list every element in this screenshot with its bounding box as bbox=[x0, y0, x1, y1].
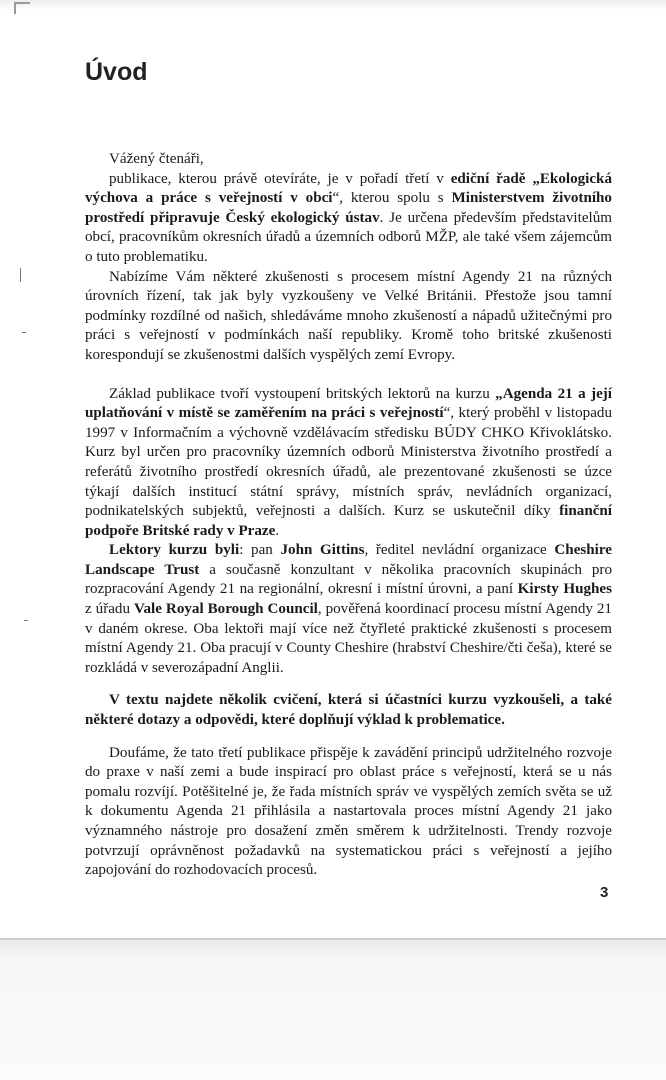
paragraph-course bbox=[85, 385, 612, 542]
scan-corner-mark bbox=[14, 2, 30, 14]
paragraph-exercises: V textu najdete několik cvičení, která si účastníci kurzu vyzkoušeli, a také některé dotazy a odpovědi, které doplňují výklad k problematice. bbox=[85, 692, 612, 729]
scan-page-edge bbox=[0, 938, 666, 940]
paragraph-experience: Nabízíme Vám některé zkušenosti s procesem místní Agendy 21 na různých úrovních řízení, tak jak byly vyzkoušeny ve Velké Británii. Přestože jsou tamní podmínky rozdílné od našich, shledáváme mnoho zkušeností a nápadů užitečnými pro práci s veřejností v podmínkách naší republiky. Kromě toho britské zkušenosti korespondují se zkušenostmi dalších vyspělých zemí Evropy. bbox=[85, 268, 612, 363]
text-run: publikace, kterou právě otevíráte, je v pořadí třetí v bbox=[109, 170, 451, 187]
body-text bbox=[85, 150, 612, 881]
margin-mark bbox=[20, 268, 21, 282]
text-run: a současně konzultant v několika pracovních skupinách pro rozpracování Agendy 21 na regionální, okresní i místní úrovni, a paní bbox=[85, 561, 612, 598]
page-title: Úvod bbox=[85, 58, 148, 86]
text-run: : pan bbox=[239, 542, 281, 559]
margin-mark bbox=[22, 332, 26, 333]
bold-run: Lektory kurzu byli bbox=[109, 542, 240, 559]
text-run: “, kterou spolu s bbox=[332, 190, 452, 207]
bold-run: finanční podpoře Britské rady v Praze bbox=[85, 503, 612, 539]
text-run: . bbox=[275, 522, 280, 539]
bold-run: ediční řadě „Ekologická výchova a práce s veřejností v obci bbox=[85, 170, 612, 207]
bold-run: Ministerstvem životního prostředí připravuje Český ekologický ústav bbox=[85, 190, 612, 226]
text-run: . Je určena především představitelům obcí, pracovníkům okresních úřadů a územních odborů MŽP, ale také všem zájemcům o tuto problematiku. bbox=[85, 209, 612, 265]
bold-run: Vale Royal Borough Council bbox=[134, 601, 318, 618]
text-run: “, který proběhl v listopadu 1997 v Informačním a výchovně vzdělávacím středisku BÚDY CHKO Křivoklátsko. Kurz byl určen pro pracovníky územních odborů Ministerstva životního prostředí a referátů životního prostředí okresních úřadů, ale prezentované zkušenosti se úzce týkají dalších institucí státní správy, místních správ, nevládních organizací, podnikatelských subjektů, veřejnosti a dalších. Kurz se uskutečnil díky bbox=[85, 405, 612, 520]
scan-shading-bottom bbox=[0, 938, 666, 1080]
greeting: Vážený čtenáři, bbox=[109, 151, 204, 167]
text-run: z úřadu bbox=[85, 601, 134, 618]
page-number: 3 bbox=[600, 884, 609, 901]
bold-run: Cheshire Landscape Trust bbox=[85, 542, 612, 578]
text-run: Základ publikace tvoří vystoupení britských lektorů na kurzu bbox=[109, 385, 496, 402]
margin-mark bbox=[24, 620, 28, 621]
bold-run: „Agenda 21 a její uplatňování v místě se zaměřením na práci s veřejností bbox=[85, 385, 613, 422]
scan-shading-top bbox=[0, 0, 666, 10]
paragraph-intro bbox=[85, 170, 612, 268]
text-run: , pověřená koordinací procesu místní Agendy 21 v daném okrese. Oba lektoři mají více než čtyřleté praktické zkušenosti s procesem místní Agendy 21. Oba pracují v County Cheshire (hrabství Cheshire/čti češa), které se rozkládá v severozápadní Anglii. bbox=[85, 601, 612, 676]
paragraph-lecturers bbox=[85, 541, 612, 678]
paragraph-closing: Doufáme, že tato třetí publikace přispěje k zavádění principů udržitelného rozvoje do praxe v naší zemi a bude inspirací pro oblast práce s veřejností, která se u nás pomalu rozvíjí. Potěšitelné je, že řada místních správ ve vyspělých zemích světa se už k dokumentu Agenda 21 přihlásila a nastartovala proces místní Agendy 21 jako významného nástroje pro dosažení změn směrem k udržitelnosti. Trendy rozvoje potvrzují oprávněnost požadavků na systematickou práci s veřejností a jejího zapojování do rozhodovacích procesů. bbox=[85, 744, 612, 879]
text-run: , ředitel nevládní organizace bbox=[364, 542, 555, 559]
bold-run: Kirsty Hughes bbox=[517, 581, 612, 598]
bold-run: John Gittins bbox=[280, 542, 365, 559]
